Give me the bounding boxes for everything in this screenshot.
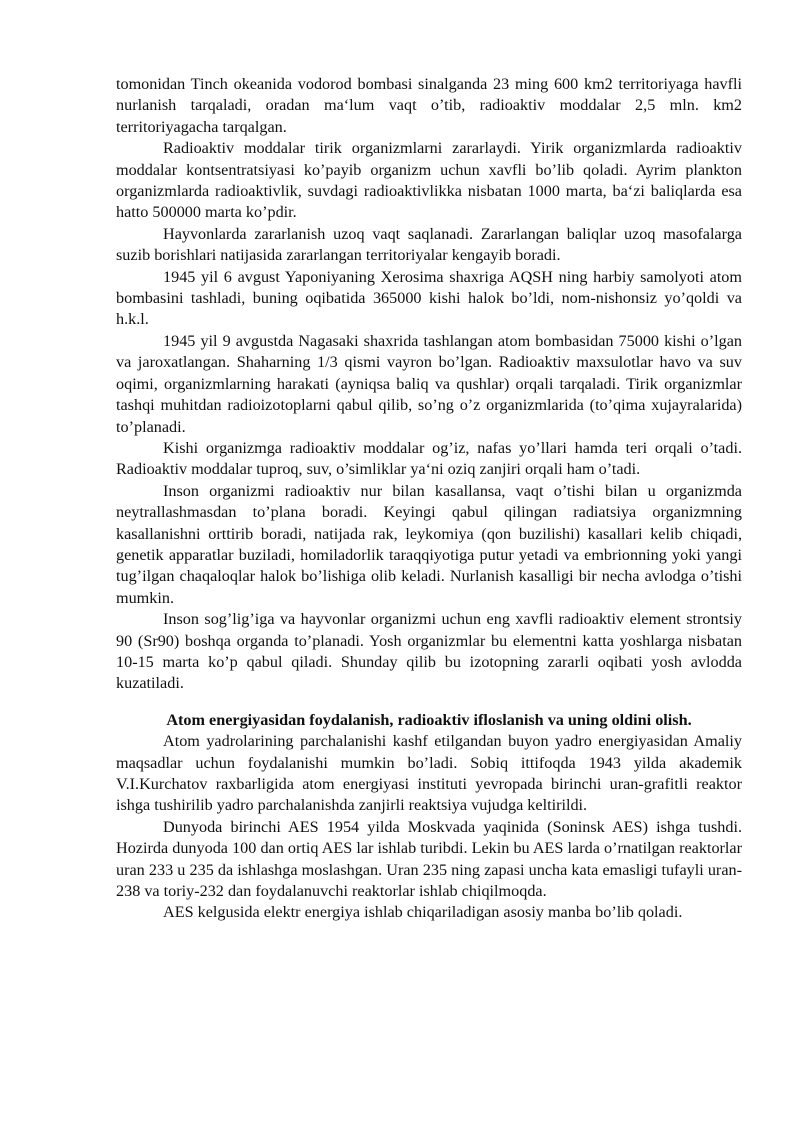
paragraph: Inson sog’lig’iga va hayvonlar organizmi uchun eng xavfli radioaktiv element strontsiy 90 (Sr90) boshqa organda to’planadi. Yosh organizmlar bu elementni katta yoshlarga nisbatan 10-15 marta ko’p qabul qiladi. Shunday qilib bu izotopning zararli oqibati yosh avlodda kuzatiladi. bbox=[116, 610, 742, 693]
paragraph: Inson organizmi radioaktiv nur bilan kasallansa, vaqt o’tishi bilan u organizmda neytrallashmasdan to’plana boradi. Keyingi qabul qilingan radiatsiya organizmning kasallanishni orttirib boradi, natijada rak, leykomiya (qon buzilishi) kasallari kelib chiqadi, genetik apparatlar buziladi, homiladorlik taraqqiyotiga putur yetadi va embrionning yoki yangi tug’ilgan chaqaloqlar halok bo’lishiga olib keladi. Nurlanish kasalligi bir necha avlodga o’tishi mumkin. bbox=[116, 481, 742, 607]
paragraph: Dunyoda birinchi AES 1954 yilda Moskvada yaqinida (Soninsk AES) ishga tushdi. Hozirda dunyoda 100 dan ortiq AES lar ishlab turibdi. Lekin bu AES larda o’rnatilgan reaktorlar uran 233 u 235 da ishlashga moslashgan. Uran 235 ning zapasi uncha kata emasligi tufayli uran-238 va toriy-232 dan foydalanuvchi reaktorlar ishlab chiqilmoqda. bbox=[116, 817, 742, 901]
paragraph: Radioaktiv moddalar tirik organizmlarni zararlaydi. Yirik organizmlarda radioaktiv moddalar kontsentratsiyasi ko’payib organizm uchun xavfli bo’lib qoladi. Ayrim plankton organizmlarda radioaktivlik, suvdagi radioaktivlikka nisbatan 1000 marta, ba‘zi baliqlarda esa hatto 500000 marta ko’pdir. bbox=[116, 139, 742, 222]
section-heading: Atom energiyasidan foydalanish, radioaktiv ifloslanish va uning oldini olish. bbox=[166, 710, 692, 729]
document-page bbox=[116, 74, 742, 924]
paragraph: Atom yadrolarining parchalanishi kashf etilgandan buyon yadro energiyasidan Amaliy maqsadlar uchun foydalanishi mumkin bo’ladi. Sobiq ittifoqda 1943 yilda akademik V.I.Kurchatov raxbarligida atom energiyasi instituti yevropada birinchi uran-grafitli reaktor ishga tushirilib yadro parchalanishda zanjirli reaktsiya vujudga keltirildi. bbox=[116, 732, 742, 815]
paragraph: Kishi organizmga radioaktiv moddalar og’iz, nafas yo’llari hamda teri orqali o’tadi. Radioaktiv moddalar tuproq, suv, o’simliklar ya‘ni oziq zanjiri orqali ham o’tadi. bbox=[116, 438, 742, 479]
paragraph: Hayvonlarda zararlanish uzoq vaqt saqlanadi. Zararlangan baliqlar uzoq masofalarga suzib borishlari natijasida zararlangan territoriyalar kengayib boradi. bbox=[116, 224, 742, 265]
paragraph: 1945 yil 9 avgustda Nagasaki shaxrida tashlangan atom bombasidan 75000 kishi o’lgan va jaroxatlangan. Shaharning 1/3 qismi vayron bo’lgan. Radioaktiv maxsulotlar havo va suv oqimi, organizmlarning harakati (ayniqsa baliq va qushlar) orqali tarqaladi. Tirik organizmlar tashqi muhitdan radioizotoplarni qabul qilib, so’ng o’z organizmlarida (to’qima xujayralarida) to’planadi. bbox=[116, 331, 742, 436]
paragraph: AES kelgusida elektr energiya ishlab chiqariladigan asosiy manba bo’lib qoladi. bbox=[163, 903, 683, 922]
paragraph: 1945 yil 6 avgust Yaponiyaning Xerosima shaxriga AQSH ning harbiy samolyoti atom bombasini tashladi, buning oqibatida 365000 kishi halok bo’ldi, nom-nishonsiz yo’qoldi va h.k.l. bbox=[116, 267, 742, 329]
paragraph: tomonidan Tinch okeanida vodorod bombasi sinalganda 23 ming 600 km2 territoriyaga havfli nurlanish tarqaladi, oradan ma‘lum vaqt o’tib, radioaktiv moddalar 2,5 mln. km2 territoriyagacha tarqalgan. bbox=[116, 75, 742, 136]
